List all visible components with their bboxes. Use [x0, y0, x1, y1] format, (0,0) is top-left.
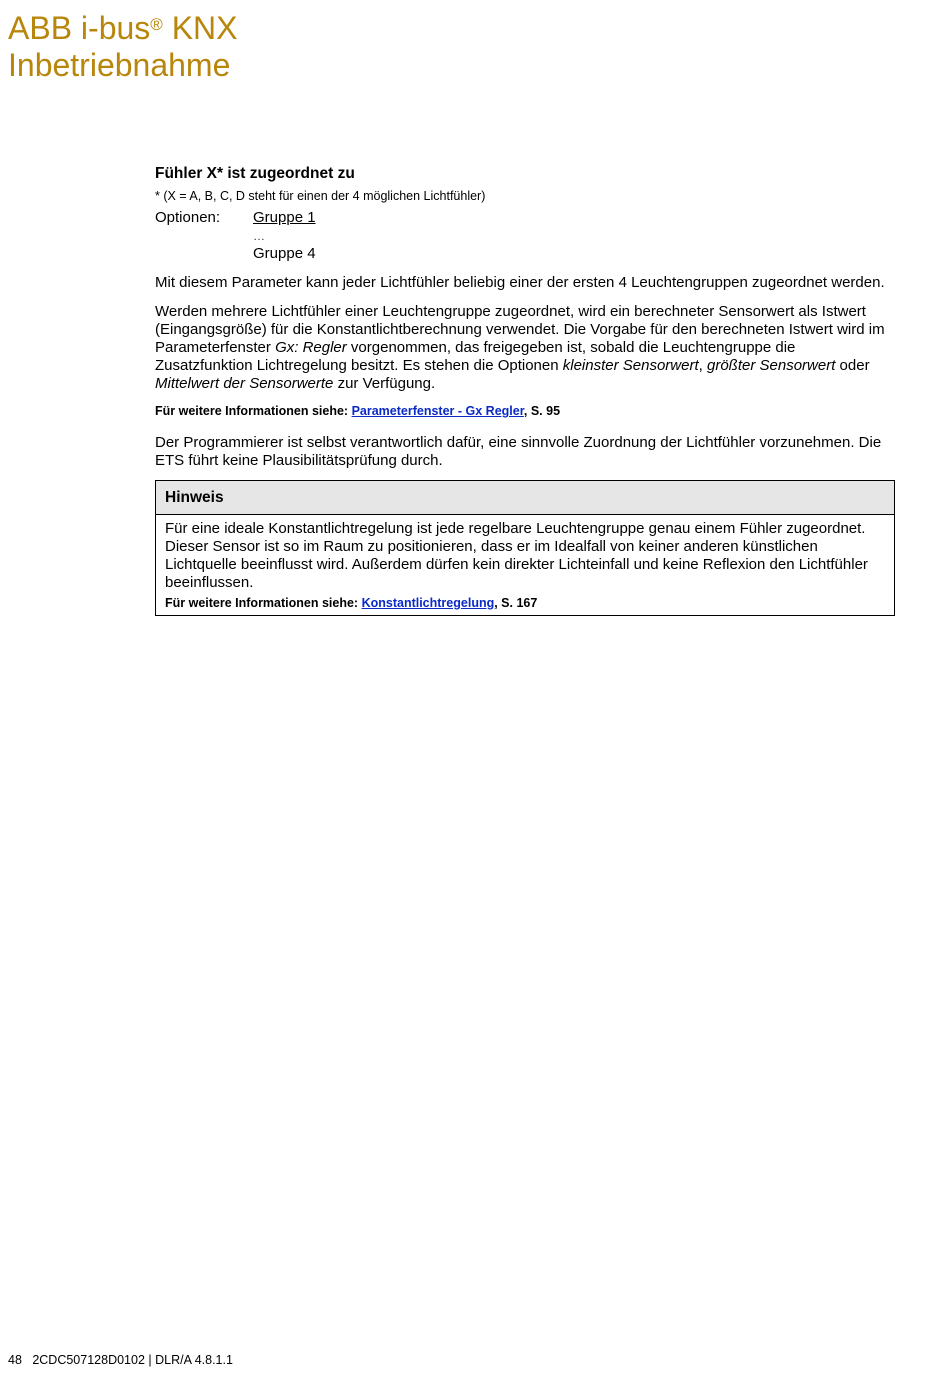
ref-prefix: Für weitere Informationen siehe:	[165, 596, 362, 610]
italic-term: kleinster Sensorwert	[562, 357, 699, 374]
parameter-title: Fühler X* ist zugeordnet zu	[155, 165, 355, 182]
italic-term: größter Sensorwert	[706, 357, 836, 374]
ref-suffix: , S. 95	[523, 404, 561, 418]
link-parameterfenster-regler[interactable]: Parameterfenster - Gx Regler	[351, 404, 524, 418]
italic-term: Mittelwert der Sensorwerte	[155, 375, 334, 392]
option-default: Gruppe 1	[253, 209, 316, 226]
brand-suffix: KNX	[162, 10, 238, 46]
text-run: vorgenommen, das freigegeben ist, sobald die Leuchtengruppe die Zusatzfunktion Lichtregelung besitzt. Es stehen die Optionen	[155, 339, 796, 374]
options-block	[155, 209, 895, 263]
cross-reference	[155, 402, 895, 420]
text-run: ,	[698, 357, 707, 374]
options-label: Optionen:	[155, 209, 221, 226]
paragraph-assignment: Mit diesem Parameter kann jeder Lichtfühler beliebig einer der ersten 4 Leuchtengruppen zugeordnet werden.	[155, 274, 885, 291]
document-header	[8, 10, 238, 84]
brand-name: ABB i-bus	[8, 10, 151, 46]
brand-title	[8, 10, 238, 47]
main-content	[155, 165, 895, 616]
text-run: Werden mehrere Lichtfühler einer Leuchtengruppe zugeordnet, wird ein berechneter Sensorwert als Istwert (Eingangsgröße) für die Konstantlichtberechnung verwendet. Die Vorgabe für den berechneten Istwert wird im Parameterfenster	[155, 303, 885, 356]
ref-suffix: , S. 167	[494, 596, 538, 610]
note-box	[155, 480, 895, 616]
options-values	[253, 209, 316, 263]
note-title: Hinweis	[156, 481, 894, 515]
option-last: Gruppe 4	[253, 245, 316, 262]
note-cross-reference	[165, 594, 885, 612]
link-konstantlichtregelung[interactable]: Konstantlichtregelung	[361, 596, 495, 610]
italic-term: Gx: Regler	[275, 339, 347, 356]
ref-prefix: Für weitere Informationen siehe:	[155, 404, 352, 418]
registered-mark: ®	[150, 15, 163, 34]
page-footer: 48 2CDC507128D0102 | DLR/A 4.8.1.1	[8, 1353, 233, 1367]
note-body	[156, 515, 894, 615]
text-run: oder	[835, 357, 870, 374]
chapter-title: Inbetriebnahme	[8, 47, 231, 83]
parameter-footnote: * (X = A, B, C, D steht für einen der 4 möglichen Lichtfühler)	[155, 189, 486, 203]
note-text: Für eine ideale Konstantlichtregelung ist jede regelbare Leuchtengruppe genau einem Fühler zugeordnet. Dieser Sensor ist so im Raum zu positionieren, dass er im Idealfall von keiner anderen künstlichen Lichtquelle beeinflusst wird. Außerdem dürfen kein direkter Lichteinfall und keine Reflexion den Lichtfühler beeinflussen.	[165, 520, 868, 591]
paragraph-sensor-value	[155, 303, 895, 393]
text-run: zur Verfügung.	[333, 375, 436, 392]
option-ellipsis: …	[253, 229, 265, 243]
paragraph-responsibility: Der Programmierer ist selbst verantwortlich dafür, eine sinnvolle Zuordnung der Lichtfühler vorzunehmen. Die ETS führt keine Plausibilitätsprüfung durch.	[155, 434, 882, 469]
